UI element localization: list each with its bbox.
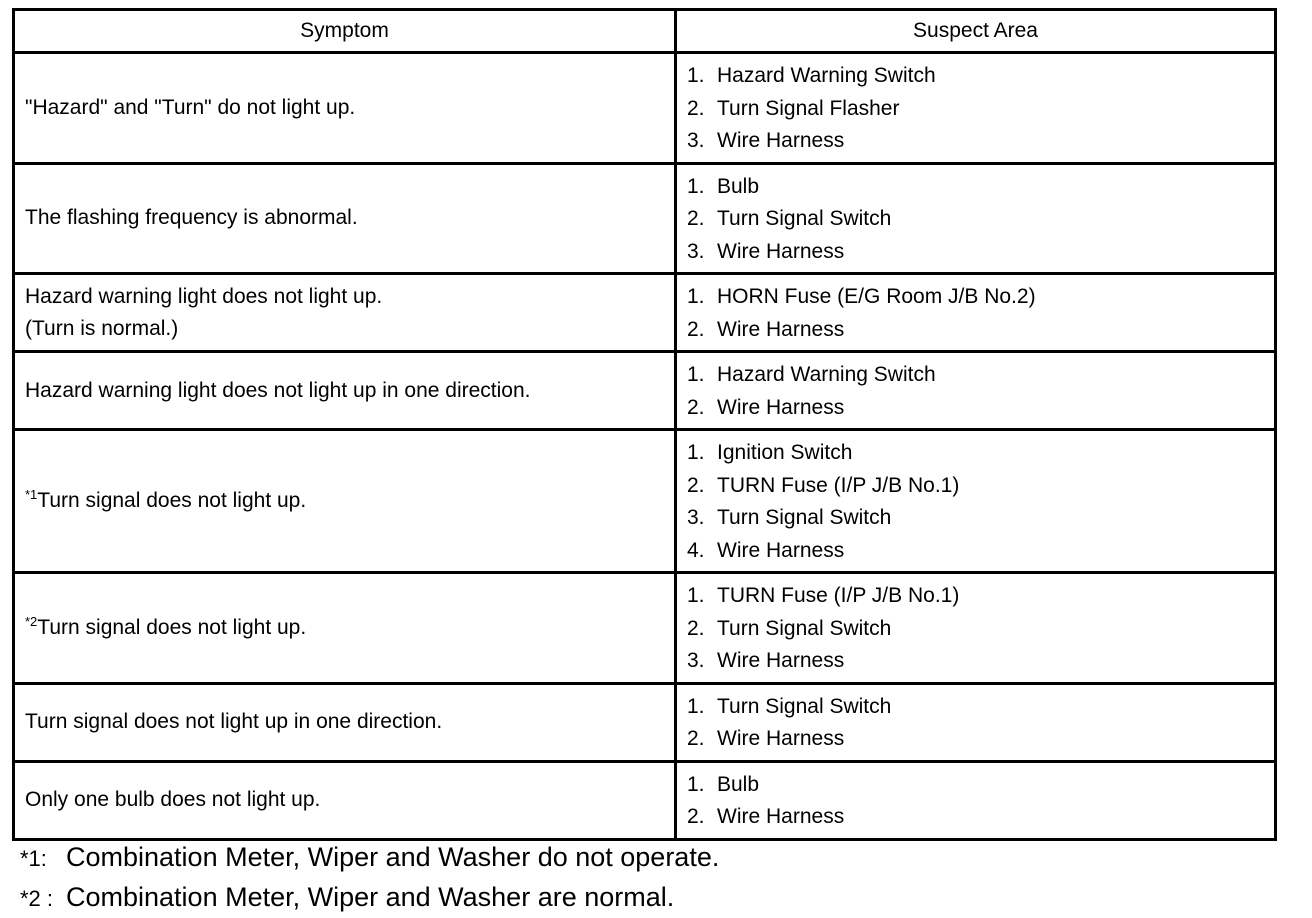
suspect-text: Ignition Switch [717, 441, 853, 464]
suspect-item [687, 93, 1274, 126]
suspect-item [687, 502, 1274, 535]
footnote-text: Combination Meter, Wiper and Washer are normal. [66, 882, 675, 912]
table-row [14, 53, 1276, 164]
symptom-text [25, 784, 674, 816]
symptom-text [25, 375, 674, 407]
suspect-number: 3. [687, 506, 705, 529]
suspect-number: 1. [687, 772, 705, 796]
suspect-text: Hazard Warning Switch [717, 363, 936, 386]
footnote-reference: *2 [25, 613, 38, 629]
suspect-item [687, 723, 1274, 756]
symptom-cell [14, 573, 676, 684]
suspect-text: HORN Fuse (E/G Room J/B No.2) [717, 285, 1036, 308]
symptom-line-text: Hazard warning light does not light up in one direction. [25, 378, 531, 402]
footnote-mark: *2 : [20, 886, 54, 911]
troubleshooting-table [12, 8, 1277, 841]
footnote [20, 838, 1290, 878]
footnote-text: Combination Meter, Wiper and Washer do not operate. [66, 842, 720, 872]
symptom-line-text: Hazard warning light does not light up. [25, 284, 383, 308]
suspect-number: 4. [687, 538, 705, 562]
suspect-text: Wire Harness [717, 727, 845, 750]
suspect-item [687, 437, 1274, 470]
suspect-item [687, 236, 1274, 269]
suspect-text: Turn Signal Switch [717, 616, 892, 640]
suspect-list [687, 769, 1274, 834]
symptom-line-text: Turn signal does not light up. [37, 615, 307, 639]
suspect-text: Wire Harness [717, 317, 845, 341]
suspect-item [687, 535, 1274, 568]
footnote-reference: *1 [25, 487, 38, 502]
suspect-area-cell [676, 683, 1276, 761]
suspect-number: 1. [687, 441, 705, 464]
suspect-text: Turn Signal Flasher [717, 96, 900, 120]
table-row [14, 573, 1276, 684]
suspect-item [687, 203, 1274, 236]
symptom-line-text: (Turn is normal.) [25, 316, 179, 340]
symptom-text [25, 485, 674, 517]
suspect-number: 1. [687, 363, 705, 386]
symptom-cell [14, 683, 676, 761]
suspect-item [687, 359, 1274, 392]
table-row [14, 683, 1276, 761]
suspect-item [687, 314, 1274, 347]
table-body [14, 53, 1276, 840]
symptom-line-text: "Hazard" and "Turn" do not light up. [25, 95, 356, 119]
symptom-text [25, 281, 674, 313]
suspect-number: 3. [687, 129, 705, 152]
symptom-header: Symptom [14, 10, 676, 53]
suspect-area-cell [676, 430, 1276, 573]
suspect-text: Wire Harness [717, 239, 845, 263]
suspect-number: 3. [687, 239, 705, 263]
footnote-mark: *1: [20, 846, 47, 871]
suspect-text: TURN Fuse (I/P J/B No.1) [717, 473, 960, 497]
suspect-area-cell [676, 53, 1276, 164]
suspect-item [687, 769, 1274, 802]
symptom-line-text: Turn signal does not light up. [37, 489, 307, 512]
footnotes [20, 838, 1290, 918]
suspect-list [687, 580, 1274, 678]
suspect-list [687, 437, 1274, 567]
symptom-text [25, 202, 674, 234]
suspect-number: 2. [687, 727, 705, 750]
symptom-line-text: Only one bulb does not light up. [25, 788, 321, 811]
symptom-cell [14, 430, 676, 573]
suspect-item [687, 691, 1274, 724]
symptom-cell [14, 352, 676, 430]
suspect-area-header: Suspect Area [676, 10, 1276, 53]
suspect-text: Wire Harness [717, 129, 845, 152]
suspect-item [687, 171, 1274, 204]
table-row [14, 274, 1276, 352]
suspect-area-cell [676, 761, 1276, 839]
suspect-item [687, 125, 1274, 158]
symptom-text [25, 612, 674, 644]
table-row [14, 352, 1276, 430]
suspect-text: Wire Harness [717, 395, 845, 419]
suspect-text: Wire Harness [717, 649, 845, 672]
suspect-list [687, 359, 1274, 424]
suspect-item [687, 392, 1274, 425]
symptom-text [25, 92, 674, 124]
suspect-number: 2. [687, 473, 705, 497]
suspect-item [687, 281, 1274, 314]
symptom-cell [14, 274, 676, 352]
suspect-item [687, 801, 1274, 834]
suspect-text: Bulb [717, 772, 760, 796]
suspect-text: Hazard Warning Switch [717, 64, 936, 87]
suspect-item [687, 470, 1274, 503]
suspect-text: TURN Fuse (I/P J/B No.1) [717, 584, 960, 607]
suspect-number: 2. [687, 805, 705, 828]
suspect-list [687, 171, 1274, 269]
suspect-area-cell [676, 352, 1276, 430]
symptom-cell [14, 163, 676, 274]
suspect-list [687, 691, 1274, 756]
symptom-text [25, 313, 674, 345]
suspect-item [687, 580, 1274, 613]
table-row [14, 430, 1276, 573]
suspect-number: 1. [687, 174, 705, 198]
suspect-list [687, 281, 1274, 346]
table-header-row [14, 10, 1276, 53]
suspect-text: Turn Signal Switch [717, 506, 892, 529]
suspect-text: Bulb [717, 174, 760, 198]
footnote [20, 878, 1290, 918]
suspect-number: 2. [687, 616, 705, 640]
symptom-line-text: Turn signal does not light up in one direction. [25, 710, 443, 733]
suspect-area-cell [676, 573, 1276, 684]
suspect-area-cell [676, 163, 1276, 274]
suspect-item [687, 645, 1274, 678]
symptom-cell [14, 53, 676, 164]
suspect-text: Wire Harness [717, 805, 845, 828]
suspect-number: 2. [687, 96, 705, 120]
suspect-number: 1. [687, 694, 705, 718]
symptom-line-text: The flashing frequency is abnormal. [25, 206, 358, 230]
suspect-number: 2. [687, 317, 705, 341]
suspect-text: Wire Harness [717, 538, 845, 562]
suspect-item [687, 613, 1274, 646]
symptom-text [25, 706, 674, 738]
suspect-number: 1. [687, 285, 705, 308]
suspect-item [687, 60, 1274, 93]
suspect-number: 2. [687, 395, 705, 419]
suspect-number: 2. [687, 207, 705, 230]
suspect-list [687, 60, 1274, 158]
suspect-number: 1. [687, 584, 705, 607]
suspect-number: 1. [687, 64, 705, 87]
symptom-cell [14, 761, 676, 839]
suspect-text: Turn Signal Switch [717, 694, 892, 718]
table-row [14, 761, 1276, 839]
table-row [14, 163, 1276, 274]
suspect-number: 3. [687, 649, 705, 672]
suspect-text: Turn Signal Switch [717, 207, 892, 230]
suspect-area-cell [676, 274, 1276, 352]
